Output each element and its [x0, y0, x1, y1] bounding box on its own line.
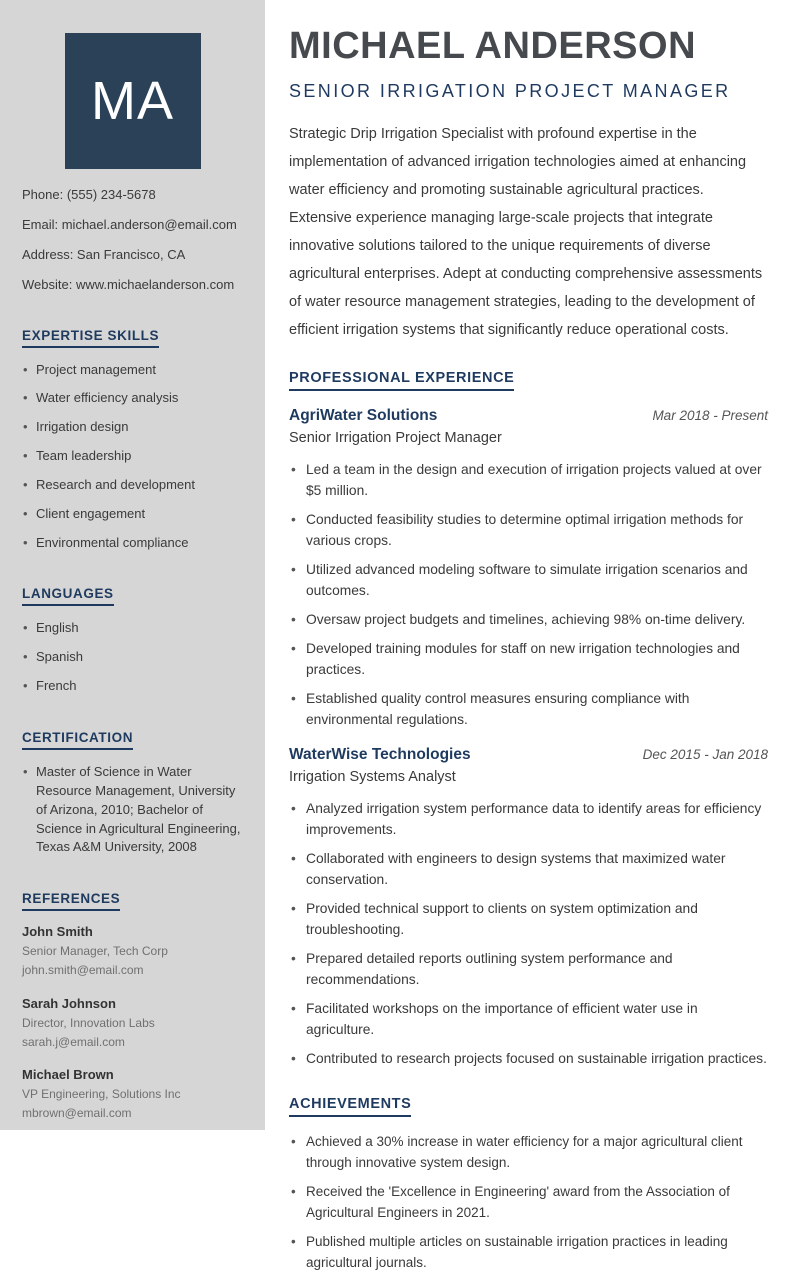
reference-role: Senior Manager, Tech Corp: [22, 944, 168, 959]
contact-phone: Phone: (555) 234-5678: [22, 187, 156, 202]
contact-email: Email: michael.anderson@email.com: [22, 216, 237, 232]
section-professional-experience: [289, 369, 768, 1069]
avatar-initials: MA: [91, 71, 174, 131]
reference-name: Michael Brown: [22, 1066, 114, 1082]
bullet-item: • Collaborated with engineers to design systems that maximized water conservation.: [289, 848, 768, 890]
job-entry: [289, 407, 768, 730]
job-dates: Mar 2018 - Present: [652, 407, 768, 423]
summary-text: Strategic Drip Irrigation Specialist with profound expertise in the implementation of advanced irrigation technologies aimed at enhancing water efficiency and promoting sustainable agricultural practices. Extensive experience managing large-scale projects that integrate innovative solutions tailored to the unique requirements of diverse agricultural enterprises. Adept at conducting comprehensive assessments of water resource management strategies, leading to the development of efficient irrigation systems that significantly reduce operational costs.: [289, 125, 763, 338]
bullet-item: • Facilitated workshops on the importance of efficient water use in agriculture.: [289, 998, 768, 1040]
skill-item: • Research and development: [22, 476, 243, 495]
bullet-item: • Established quality control measures ensuring compliance with environmental regulations.: [289, 688, 768, 730]
language-item: • French: [22, 677, 243, 696]
section-expertise-skills: [22, 327, 243, 553]
references-heading: REFERENCES: [22, 891, 120, 911]
achievement-item: • Received the 'Excellence in Engineering' award from the Association of Agricultural Engineers in 2021.: [289, 1181, 768, 1223]
avatar: [65, 33, 201, 169]
company-name: AgriWater Solutions: [289, 406, 438, 424]
candidate-title: SENIOR IRRIGATION PROJECT MANAGER: [289, 80, 731, 101]
experience-heading: PROFESSIONAL EXPERIENCE: [289, 370, 514, 391]
company-name: WaterWise Technologies: [289, 745, 471, 763]
achievements-heading: ACHIEVEMENTS: [289, 1096, 411, 1117]
sidebar: [0, 0, 265, 1130]
language-item: • English: [22, 619, 243, 638]
section-achievements: [289, 1095, 768, 1273]
job-dates: Dec 2015 - Jan 2018: [642, 746, 768, 762]
achievement-item: • Published multiple articles on sustainable irrigation practices in leading agricultural journals.: [289, 1231, 768, 1273]
skill-item: • Client engagement: [22, 505, 243, 524]
expertise-skills-heading: EXPERTISE SKILLS: [22, 328, 159, 348]
language-item: • Spanish: [22, 648, 243, 667]
bullet-item: • Utilized advanced modeling software to simulate irrigation scenarios and outcomes.: [289, 559, 768, 601]
section-languages: [22, 585, 243, 696]
certification-list: [22, 763, 243, 857]
job-role: Irrigation Systems Analyst: [289, 768, 456, 785]
achievement-item: • Achieved a 30% increase in water efficiency for a major agricultural client through innovative system design.: [289, 1131, 768, 1173]
skill-item: • Team leadership: [22, 447, 243, 466]
languages-list: [22, 619, 243, 696]
reference-email: mbrown@email.com: [22, 1106, 132, 1121]
main-content: [265, 0, 800, 1270]
contact-website: Website: www.michaelanderson.com: [22, 276, 235, 292]
skill-item: • Project management: [22, 361, 243, 380]
bullet-item: • Analyzed irrigation system performance data to identify areas for efficiency improvements.: [289, 798, 768, 840]
reference-card: [22, 1067, 243, 1121]
reference-name: John Smith: [22, 924, 93, 940]
languages-heading: LANGUAGES: [22, 586, 114, 606]
reference-email: sarah.j@email.com: [22, 1034, 125, 1049]
skill-item: • Irrigation design: [22, 418, 243, 437]
contact-address: Address: San Francisco, CA: [22, 246, 186, 262]
job-header: [289, 746, 768, 764]
section-references: [22, 890, 243, 1121]
job-role: Senior Irrigation Project Manager: [289, 429, 502, 446]
reference-role: VP Engineering, Solutions Inc: [22, 1086, 181, 1101]
reference-email: john.smith@email.com: [22, 963, 144, 978]
bullet-item: • Developed training modules for staff on new irrigation technologies and practices.: [289, 638, 768, 680]
bullet-item: • Oversaw project budgets and timelines, achieving 98% on-time delivery.: [289, 609, 768, 630]
bullet-item: • Led a team in the design and execution of irrigation projects valued at over $5 million.: [289, 459, 768, 501]
section-certification: [22, 729, 243, 857]
bullet-item: • Provided technical support to clients on system optimization and troubleshooting.: [289, 898, 768, 940]
reference-name: Sarah Johnson: [22, 995, 116, 1011]
bullet-item: • Contributed to research projects focused on sustainable irrigation practices.: [289, 1048, 768, 1069]
skill-item: • Environmental compliance: [22, 534, 243, 553]
reference-card: [22, 924, 243, 978]
certification-heading: CERTIFICATION: [22, 730, 133, 750]
achievements-list: [289, 1131, 768, 1273]
skill-item: • Water efficiency analysis: [22, 389, 243, 408]
contact-info: [22, 187, 243, 294]
job-entry: [289, 746, 768, 1069]
candidate-name: MICHAEL ANDERSON: [289, 25, 697, 67]
reference-card: [22, 996, 243, 1050]
job-header: [289, 407, 768, 425]
bullet-item: • Prepared detailed reports outlining system performance and recommendations.: [289, 948, 768, 990]
reference-role: Director, Innovation Labs: [22, 1015, 155, 1030]
certification-item: • Master of Science in Water Resource Management, University of Arizona, 2010; Bachelor of Science in Agricultural Engineering, Texas A&M University, 2008: [22, 763, 243, 857]
bullet-item: • Conducted feasibility studies to determine optimal irrigation methods for various crops.: [289, 509, 768, 551]
skills-list: [22, 361, 243, 553]
job-bullets: [289, 798, 768, 1069]
job-bullets: [289, 459, 768, 730]
